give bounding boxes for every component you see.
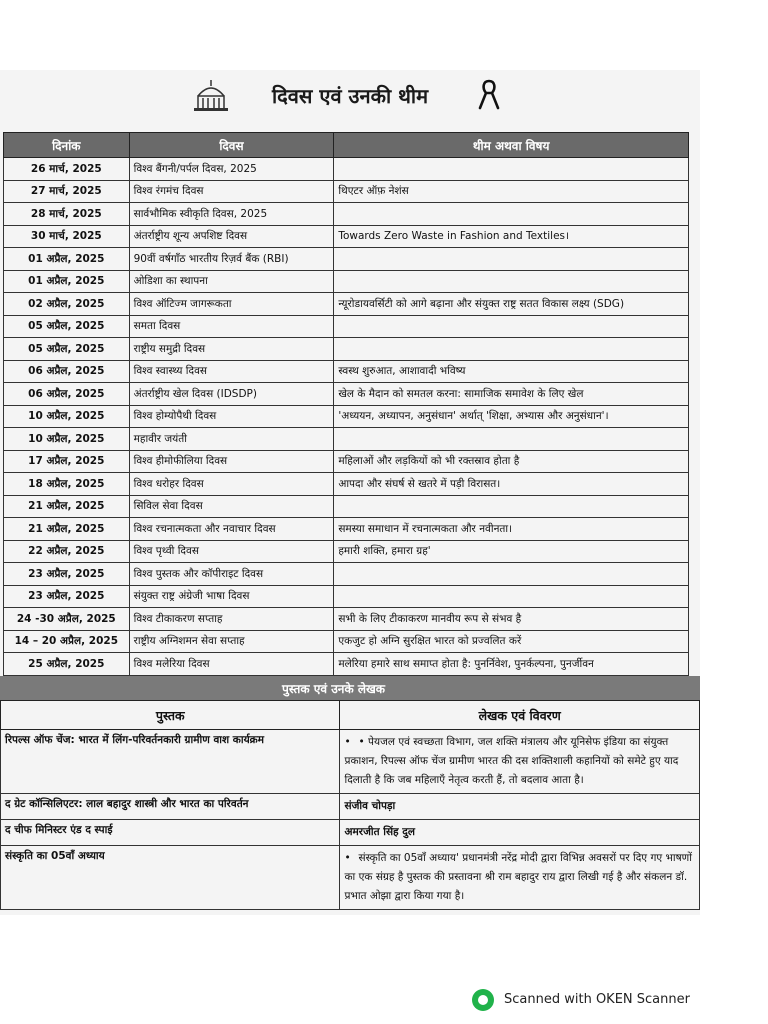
cell-day: महावीर जयंती xyxy=(129,428,334,451)
table-row xyxy=(4,585,689,608)
cell-day: विश्व होम्योपैथी दिवस xyxy=(129,405,334,428)
column-header-theme: थीम अथवा विषय xyxy=(334,133,689,158)
table-row xyxy=(4,495,689,518)
book-author-description xyxy=(340,846,700,910)
cell-day: समता दिवस xyxy=(129,315,334,338)
cell-date: 05 अप्रैल, 2025 xyxy=(4,315,130,338)
oken-scanner-logo-icon xyxy=(472,989,494,1011)
cell-theme: 'अध्ययन, अध्यापन, अनुसंधान' अर्थात् 'शिक्षा, अभ्यास और अनुसंधान'। xyxy=(334,405,689,428)
cell-date: 23 अप्रैल, 2025 xyxy=(4,585,130,608)
book-row xyxy=(1,794,700,820)
table-row xyxy=(4,315,689,338)
building-emblem-icon xyxy=(190,78,232,112)
cell-date: 18 अप्रैल, 2025 xyxy=(4,473,130,496)
page-title: दिवस एवं उनकी थीम xyxy=(272,84,429,108)
table-row xyxy=(4,248,689,271)
cell-day: सिविल सेवा दिवस xyxy=(129,495,334,518)
awareness-ribbon-icon xyxy=(478,78,500,110)
books-section-title: पुस्तक एवं उनके लेखक xyxy=(282,682,386,696)
cell-theme xyxy=(334,428,689,451)
table-row xyxy=(4,338,689,361)
cell-theme: समस्या समाधान में रचनात्मकता और नवीनता। xyxy=(334,518,689,541)
cell-theme: खेल के मैदान को समतल करना: सामाजिक समावेश के लिए खेल xyxy=(334,383,689,406)
days-table xyxy=(3,132,689,676)
cell-date: 01 अप्रैल, 2025 xyxy=(4,270,130,293)
cell-date: 27 मार्च, 2025 xyxy=(4,180,130,203)
cell-date: 14 – 20 अप्रैल, 2025 xyxy=(4,630,130,653)
bullet-marker: • xyxy=(344,852,351,864)
book-title: द चीफ मिनिस्टर एंड द स्पाई xyxy=(1,820,340,846)
cell-day: संयुक्त राष्ट्र अंग्रेजी भाषा दिवस xyxy=(129,585,334,608)
cell-day: ओडिशा का स्थापना xyxy=(129,270,334,293)
scanned-page xyxy=(0,70,700,915)
table-row xyxy=(4,225,689,248)
cell-theme xyxy=(334,248,689,271)
cell-day: विश्व धरोहर दिवस xyxy=(129,473,334,496)
book-description-text: संजीव चोपड़ा xyxy=(344,800,396,812)
cell-theme xyxy=(334,563,689,586)
column-header-day: दिवस xyxy=(129,133,334,158)
book-row xyxy=(1,820,700,846)
cell-theme: न्यूरोडायवर्सिटी को आगे बढ़ाना और संयुक्त राष्ट्र सतत विकास लक्ष्य (SDG) xyxy=(334,293,689,316)
cell-date: 26 मार्च, 2025 xyxy=(4,158,130,181)
cell-day: राष्ट्रीय समुद्री दिवस xyxy=(129,338,334,361)
cell-theme: मलेरिया हमारे साथ समाप्त होता है: पुनर्निवेश, पुनर्कल्पना, पुनर्जीवन xyxy=(334,653,689,676)
cell-date: 06 अप्रैल, 2025 xyxy=(4,360,130,383)
cell-theme: आपदा और संघर्ष से खतरे में पड़ी विरासत। xyxy=(334,473,689,496)
cell-theme: Towards Zero Waste in Fashion and Textiles। xyxy=(334,225,689,248)
cell-day: विश्व स्वास्थ्य दिवस xyxy=(129,360,334,383)
scanner-watermark-text: Scanned with OKEN Scanner xyxy=(504,992,690,1007)
books-table-header xyxy=(1,701,700,730)
cell-date: 01 अप्रैल, 2025 xyxy=(4,248,130,271)
cell-day: विश्व बैंगनी/पर्पल दिवस, 2025 xyxy=(129,158,334,181)
book-title: रिपल्स ऑफ चेंज: भारत में लिंग-परिवर्तनकारी ग्रामीण वाश कार्यक्रम xyxy=(1,730,340,794)
table-row xyxy=(4,158,689,181)
table-row xyxy=(4,383,689,406)
cell-date: 23 अप्रैल, 2025 xyxy=(4,563,130,586)
cell-theme xyxy=(334,495,689,518)
cell-day: सार्वभौमिक स्वीकृति दिवस, 2025 xyxy=(129,203,334,226)
book-title: द ग्रेट कॉन्सिलिएटर: लाल बहादुर शास्त्री और भारत का परिवर्तन xyxy=(1,794,340,820)
book-row xyxy=(1,730,700,794)
book-title: संस्कृति का 05वाँ अध्याय xyxy=(1,846,340,910)
days-table-body xyxy=(4,158,689,676)
cell-theme: हमारी शक्ति, हमारा ग्रह' xyxy=(334,540,689,563)
cell-date: 05 अप्रैल, 2025 xyxy=(4,338,130,361)
cell-theme xyxy=(334,585,689,608)
table-row xyxy=(4,563,689,586)
cell-date: 24 -30 अप्रैल, 2025 xyxy=(4,608,130,631)
table-row xyxy=(4,608,689,631)
table-row xyxy=(4,405,689,428)
cell-day: विश्व रचनात्मकता और नवाचार दिवस xyxy=(129,518,334,541)
books-section-banner xyxy=(0,676,700,700)
cell-theme: एकजुट हो अग्नि सुरक्षित भारत को प्रज्वलित करें xyxy=(334,630,689,653)
table-row xyxy=(4,203,689,226)
table-row xyxy=(4,473,689,496)
column-header-date: दिनांक xyxy=(4,133,130,158)
cell-theme xyxy=(334,315,689,338)
table-row xyxy=(4,270,689,293)
table-row xyxy=(4,630,689,653)
cell-day: अंतर्राष्ट्रीय शून्य अपशिष्ट दिवस xyxy=(129,225,334,248)
page-header xyxy=(0,70,700,120)
books-table-body xyxy=(1,730,700,910)
cell-theme: महिलाओं और लड़कियों को भी रक्तस्राव होता है xyxy=(334,450,689,473)
table-row xyxy=(4,428,689,451)
book-description-text: • पेयजल एवं स्वच्छता विभाग, जल शक्ति मंत्रालय और यूनिसेफ इंडिया का संयुक्त प्रकाशन, रिपल्स ऑफ चेंज ग्रामीण भारत की दस शक्तिशाली कहानियों को समेटे हुए याद दिलाती है कि जब महिलाएँ नेतृत्व करती हैं, तो बदलाव आता है। xyxy=(344,736,679,786)
table-row xyxy=(4,293,689,316)
cell-date: 25 अप्रैल, 2025 xyxy=(4,653,130,676)
column-header-author: लेखक एवं विवरण xyxy=(340,701,700,730)
table-row xyxy=(4,653,689,676)
table-row xyxy=(4,360,689,383)
cell-date: 21 अप्रैल, 2025 xyxy=(4,518,130,541)
cell-theme xyxy=(334,203,689,226)
column-header-book: पुस्तक xyxy=(1,701,340,730)
cell-day: अंतर्राष्ट्रीय खेल दिवस (IDSDP) xyxy=(129,383,334,406)
cell-day: 90वीं वर्षगाँठ भारतीय रिज़र्व बैंक (RBI) xyxy=(129,248,334,271)
cell-day: राष्ट्रीय अग्निशमन सेवा सप्ताह xyxy=(129,630,334,653)
cell-day: विश्व मलेरिया दिवस xyxy=(129,653,334,676)
cell-day: विश्व टीकाकरण सप्ताह xyxy=(129,608,334,631)
books-table xyxy=(0,700,700,910)
table-row xyxy=(4,518,689,541)
cell-day: विश्व रंगमंच दिवस xyxy=(129,180,334,203)
cell-date: 10 अप्रैल, 2025 xyxy=(4,428,130,451)
cell-date: 10 अप्रैल, 2025 xyxy=(4,405,130,428)
book-author-description xyxy=(340,820,700,846)
cell-date: 02 अप्रैल, 2025 xyxy=(4,293,130,316)
cell-theme xyxy=(334,338,689,361)
cell-date: 28 मार्च, 2025 xyxy=(4,203,130,226)
book-description-text: संस्कृति का 05वाँ अध्याय' प्रधानमंत्री नरेंद्र मोदी द्वारा विभिन्न अवसरों पर दिए गए भाषणों का एक संग्रह है पुस्तक की प्रस्तावना श्री राम बहादुर राय द्वारा लिखी गई है और संकलन डॉ. प्रभात ओझा द्वारा किया गया है। xyxy=(344,852,692,902)
cell-theme: स्वस्थ शुरुआत, आशावादी भविष्य xyxy=(334,360,689,383)
days-table-header xyxy=(4,133,689,158)
book-author-description xyxy=(340,730,700,794)
cell-day: विश्व ऑटिज्म जागरूकता xyxy=(129,293,334,316)
table-row xyxy=(4,450,689,473)
cell-date: 21 अप्रैल, 2025 xyxy=(4,495,130,518)
table-row xyxy=(4,540,689,563)
table-row xyxy=(4,180,689,203)
book-author-description xyxy=(340,794,700,820)
cell-date: 22 अप्रैल, 2025 xyxy=(4,540,130,563)
cell-theme xyxy=(334,158,689,181)
cell-date: 30 मार्च, 2025 xyxy=(4,225,130,248)
cell-day: विश्व हीमोफीलिया दिवस xyxy=(129,450,334,473)
cell-theme xyxy=(334,270,689,293)
book-row xyxy=(1,846,700,910)
cell-date: 06 अप्रैल, 2025 xyxy=(4,383,130,406)
cell-date: 17 अप्रैल, 2025 xyxy=(4,450,130,473)
book-description-text: अमरजीत सिंह दुल xyxy=(344,826,415,838)
cell-theme: थिएटर ऑफ़ नेशंस xyxy=(334,180,689,203)
cell-theme: सभी के लिए टीकाकरण मानवीय रूप से संभव है xyxy=(334,608,689,631)
bullet-marker: • xyxy=(344,736,351,748)
cell-day: विश्व पृथ्वी दिवस xyxy=(129,540,334,563)
cell-day: विश्व पुस्तक और कॉपीराइट दिवस xyxy=(129,563,334,586)
